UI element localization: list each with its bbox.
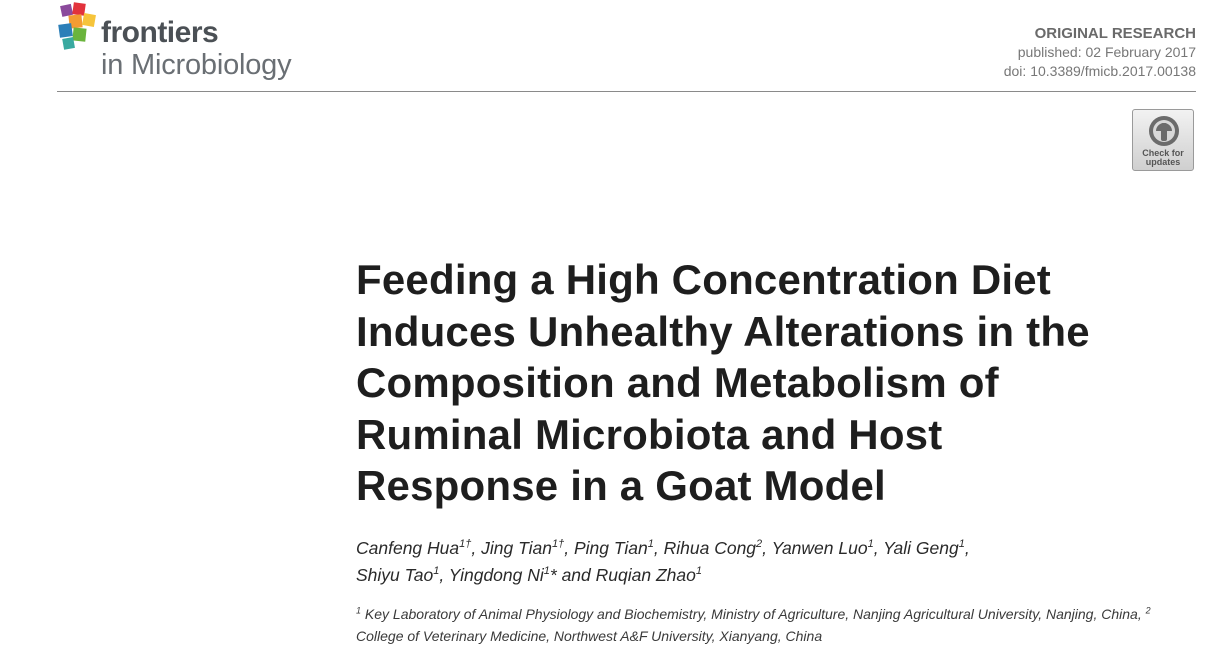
title-line-3: Composition and Metabolism of (356, 359, 999, 406)
author-name[interactable]: Ruqian Zhao (595, 565, 696, 585)
author-affiliation-mark: 1 (647, 538, 654, 551)
affiliation-2: College of Veterinary Medicine, Northwest A&F University, Xianyang, China (356, 628, 823, 644)
affiliation-1: Key Laboratory of Animal Physiology and Biochemistry, Ministry of Agriculture, Nanjing Agricultural University, Nanjing, China, (361, 606, 1146, 622)
frontiers-logo-icon (57, 2, 99, 52)
article-title (356, 254, 1196, 512)
check-for-updates-button[interactable] (1132, 109, 1194, 171)
author-affiliation-mark: 1 (695, 565, 702, 578)
badge-line-1: Check for (1142, 148, 1184, 158)
author-affiliation-mark: 1† (459, 538, 472, 551)
author-name[interactable]: Canfeng Hua (356, 538, 460, 558)
logo-brand-text: frontiers (101, 16, 219, 49)
title-line-5: Response in a Goat Model (356, 462, 886, 509)
article-type: ORIGINAL RESEARCH (1034, 25, 1196, 42)
author-separator: , (439, 565, 449, 585)
header-divider (57, 91, 1196, 92)
title-line-1: Feeding a High Concentration Diet (356, 256, 1051, 303)
author-separator: , (762, 538, 772, 558)
author-affiliation-mark: 1 (867, 538, 874, 551)
author-list (356, 535, 1196, 589)
author-name[interactable]: Shiyu Tao (356, 565, 434, 585)
author-separator: , (873, 538, 884, 558)
doi-link[interactable]: doi: 10.3389/fmicb.2017.00138 (1003, 63, 1196, 79)
author-separator: , (564, 538, 574, 558)
journal-logo[interactable] (57, 2, 357, 82)
author-name[interactable]: Jing Tian (481, 538, 552, 558)
title-line-2: Induces Unhealthy Alterations in the (356, 307, 1090, 355)
affiliations (356, 603, 1196, 647)
author-affiliation-mark: 1 (958, 538, 965, 551)
author-separator: * and (549, 565, 596, 585)
title-line-4: Ruminal Microbiota and Host (356, 410, 943, 458)
author-affiliation-mark: 1 (543, 565, 550, 578)
published-date: published: 02 February 2017 (1017, 44, 1196, 60)
author-separator: , (964, 538, 970, 558)
author-separator: , (653, 538, 664, 558)
article-meta (1004, 25, 1196, 81)
author-name[interactable]: Yingdong Ni (448, 565, 544, 585)
author-name[interactable]: Ping Tian (573, 538, 648, 558)
badge-label (1133, 149, 1193, 167)
author-separator: , (471, 538, 482, 558)
author-affiliation-mark: 1 (433, 565, 440, 578)
logo-section-text: in Microbiology (101, 49, 292, 81)
author-name[interactable]: Yali Geng (883, 538, 959, 558)
author-affiliation-mark: 1† (551, 538, 565, 551)
affiliation-mark-2: 2 (1145, 605, 1151, 616)
author-name[interactable]: Yanwen Luo (771, 538, 868, 558)
check-for-updates-icon (1147, 114, 1181, 148)
badge-line-2: updates (1145, 157, 1181, 167)
author-name[interactable]: Rihua Cong (663, 538, 757, 558)
author-affiliation-mark: 2 (756, 538, 763, 551)
affiliation-mark-1: 1 (356, 605, 362, 616)
